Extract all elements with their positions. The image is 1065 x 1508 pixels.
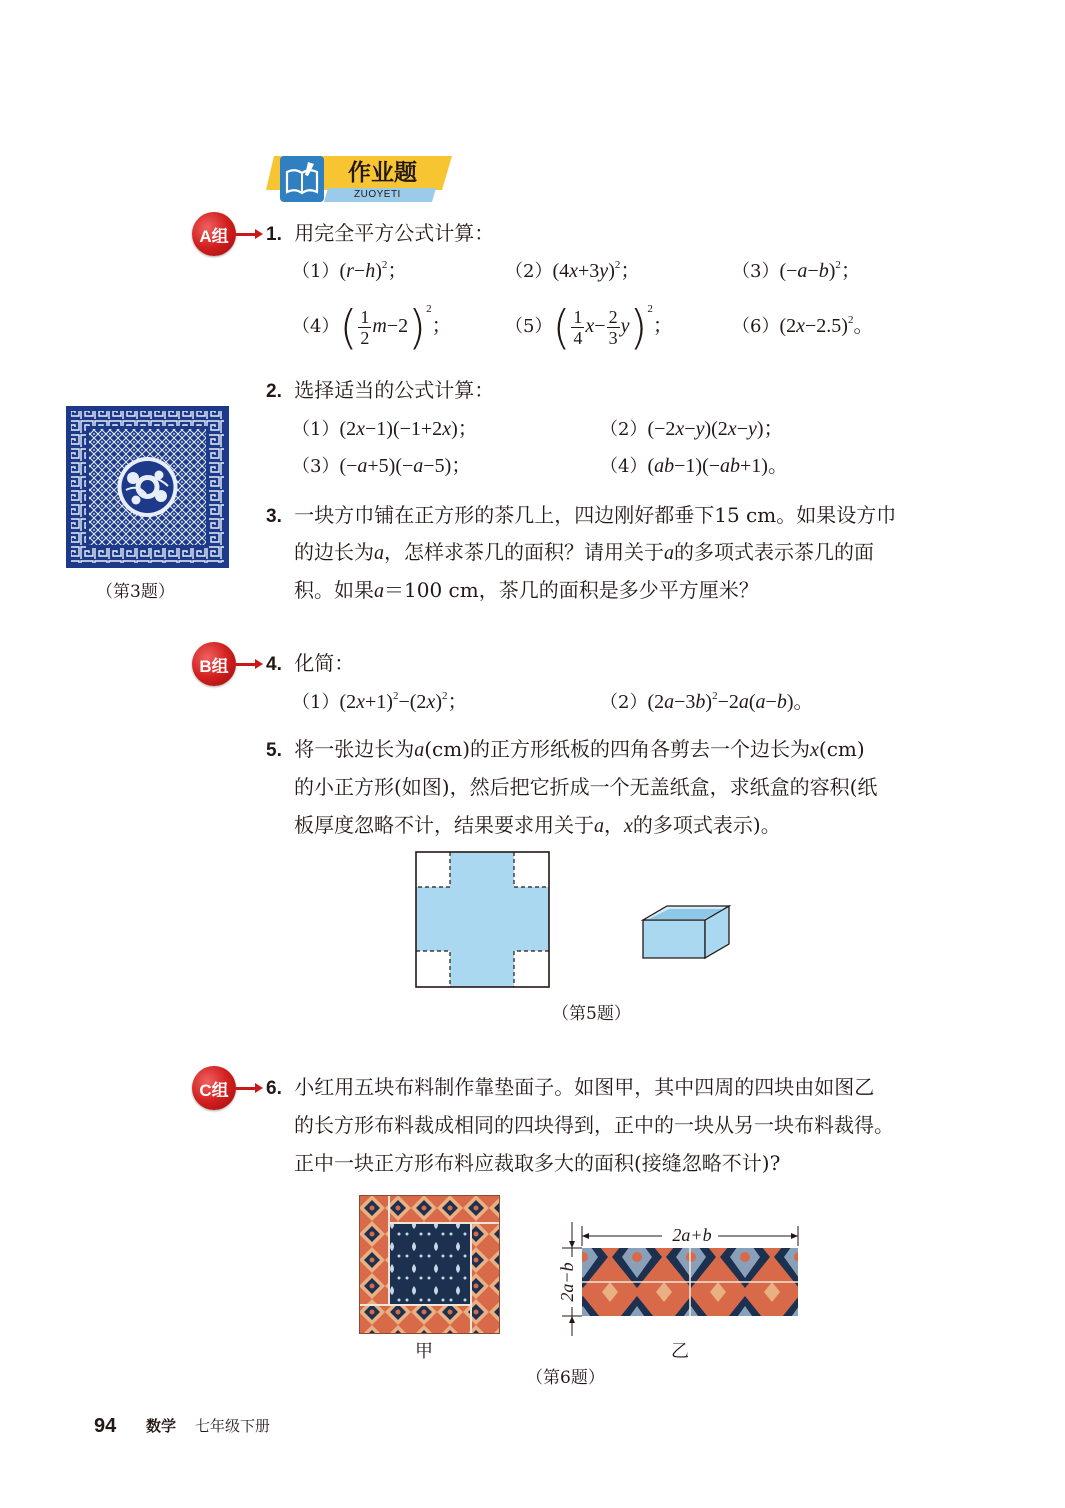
item-label: （1）: [292, 261, 340, 282]
q6-label-yi: 乙: [671, 1341, 689, 1362]
variable-x: x: [810, 739, 819, 761]
variable-a: a: [664, 542, 674, 564]
group-c-badge: C组: [192, 1066, 236, 1110]
question-3-line-3: [294, 571, 759, 610]
question-3-line-1: [266, 496, 896, 536]
footer-subject: 数学: [146, 1417, 177, 1435]
expression: $(2a-3b)^2-2a(a-b)$。: [647, 690, 814, 713]
question-4: [266, 644, 354, 684]
question-6-line-3: 正中一块正方形布料应裁取多大的面积(接缝忽略不计)?: [294, 1151, 781, 1175]
text: ＝100 cm，茶几的面积是多少平方厘米？: [384, 578, 759, 602]
variable-a: a: [414, 739, 425, 761]
text: 的边长为: [294, 540, 374, 564]
variable-a: a: [594, 815, 604, 837]
q4-item-2: [600, 682, 813, 722]
item-label: （2）: [505, 261, 553, 282]
text: 小红用五块布料制作靠垫面子。如图甲，其中四周的四块由如图乙: [294, 1075, 875, 1099]
q1-item-6: [732, 306, 873, 346]
item-label: （1）: [292, 419, 340, 440]
group-a-badge: A组: [192, 212, 236, 256]
q3-figure-caption: （第3题）: [96, 582, 175, 602]
q1-item-4: [292, 300, 452, 355]
question-number: 6.: [266, 1078, 282, 1099]
question-text: 化简：: [294, 651, 355, 675]
question-1: [266, 214, 494, 254]
banner-title: 作业题: [348, 159, 417, 185]
q5-cut-cardboard-figure: [414, 850, 552, 990]
question-text: 一块方巾铺在正方形的茶几上，四边刚好都垂下15 cm。如果设方巾: [294, 503, 897, 527]
text: ，: [604, 813, 624, 837]
q6-figure-caption: （第6题）: [526, 1368, 605, 1388]
q2-item-2: [600, 409, 784, 449]
question-text: 用完全平方公式计算：: [294, 221, 495, 245]
group-b-badge: B组: [192, 642, 236, 686]
expression: (2x−1)(−1+2x)；: [339, 418, 478, 440]
item-label: （3）: [732, 261, 780, 282]
question-number: 1.: [266, 224, 282, 245]
q5-box-figure: [641, 902, 733, 960]
q1-item-5: [505, 300, 673, 355]
expression: $(2x-2.5)^2$。: [779, 314, 874, 337]
expression: $(4x+3y)^2$；: [552, 259, 641, 282]
q5-figure-caption: （第5题）: [552, 1004, 631, 1024]
expression: $(2x+1)^2-(2x)^2$；: [339, 690, 468, 713]
banner-subtitle: ZUOYETI: [354, 189, 401, 200]
question-number: 3.: [266, 506, 282, 527]
question-6-line-2: 的长方形布料裁成相同的四块得到，正中的一块从另一块布料裁得。: [294, 1113, 894, 1137]
q1-item-3: [732, 251, 861, 291]
text: 的多项式表示茶几的面: [674, 540, 874, 564]
expression: ( $\frac{1}{2}$ m−2)$^2$；: [339, 300, 452, 355]
question-5-line-3: [294, 806, 781, 845]
question-5-line-2: 的小正方形(如图)，然后把它折成一个无盖纸盒，求纸盒的容积(纸: [294, 775, 878, 799]
question-2: [266, 371, 494, 411]
variable-a: a: [374, 580, 384, 602]
q2-item-1: [292, 409, 478, 449]
variable-x: x: [624, 815, 633, 837]
page-number: 94: [94, 1415, 117, 1437]
text: 积。如果: [294, 578, 374, 602]
item-label: （2）: [600, 419, 648, 440]
height-dimension-label: 2a−b: [556, 1257, 578, 1307]
group-c-pointer: [232, 1087, 256, 1090]
group-b-pointer: [232, 663, 256, 666]
expression: $(r-h)^2$；: [339, 259, 408, 282]
q2-item-4: [600, 446, 788, 486]
book-icon: [278, 156, 326, 202]
expression: $(-a-b)^2$；: [779, 259, 861, 282]
q2-item-3: [292, 446, 471, 486]
text: 的多项式表示)。: [632, 813, 781, 837]
text: 将一张边长为: [294, 737, 415, 761]
item-label: （3）: [292, 456, 340, 477]
question-6-line-1: [266, 1068, 874, 1108]
item-label: （5）: [505, 316, 553, 337]
text: ，怎样求茶几的面积？请用关于: [384, 540, 664, 564]
expression: (−2x−y)(2x−y)；: [647, 418, 784, 440]
question-5-line-1: [266, 730, 865, 770]
q6-figure-yi: [556, 1222, 806, 1338]
text: 板厚度忽略不计，结果要求用关于: [294, 813, 594, 837]
footer-book: 七年级下册: [195, 1417, 271, 1435]
q4-item-1: [292, 682, 467, 722]
text: (cm)的正方形纸板的四角各剪去一个边长为: [424, 737, 810, 761]
section-banner: [266, 154, 456, 204]
expression: (ab−1)(−ab+1)。: [647, 455, 788, 477]
question-number: 5.: [266, 740, 282, 761]
q6-label-jia: 甲: [415, 1341, 433, 1362]
item-label: （4）: [600, 456, 648, 477]
text: (cm): [818, 737, 865, 761]
variable-a: a: [374, 542, 384, 564]
q3-cloth-figure: [66, 406, 229, 568]
width-dimension-label: 2a+b: [672, 1225, 712, 1245]
item-label: （6）: [732, 316, 780, 337]
question-number: 2.: [266, 381, 282, 402]
q1-item-2: [505, 251, 640, 291]
group-a-pointer: [232, 233, 256, 236]
item-label: （4）: [292, 316, 340, 337]
q6-figure-jia: [359, 1195, 500, 1334]
q1-item-1: [292, 251, 407, 291]
question-text: 选择适当的公式计算：: [294, 378, 495, 402]
expression: (−a+5)(−a−5)；: [339, 455, 472, 477]
question-number: 4.: [266, 654, 282, 675]
expression: ( $\frac{1}{4}$ x− $\frac{2}{3}$ y)$^2$；: [552, 300, 673, 355]
question-3-line-2: [294, 533, 874, 572]
item-label: （1）: [292, 692, 340, 713]
item-label: （2）: [600, 692, 648, 713]
